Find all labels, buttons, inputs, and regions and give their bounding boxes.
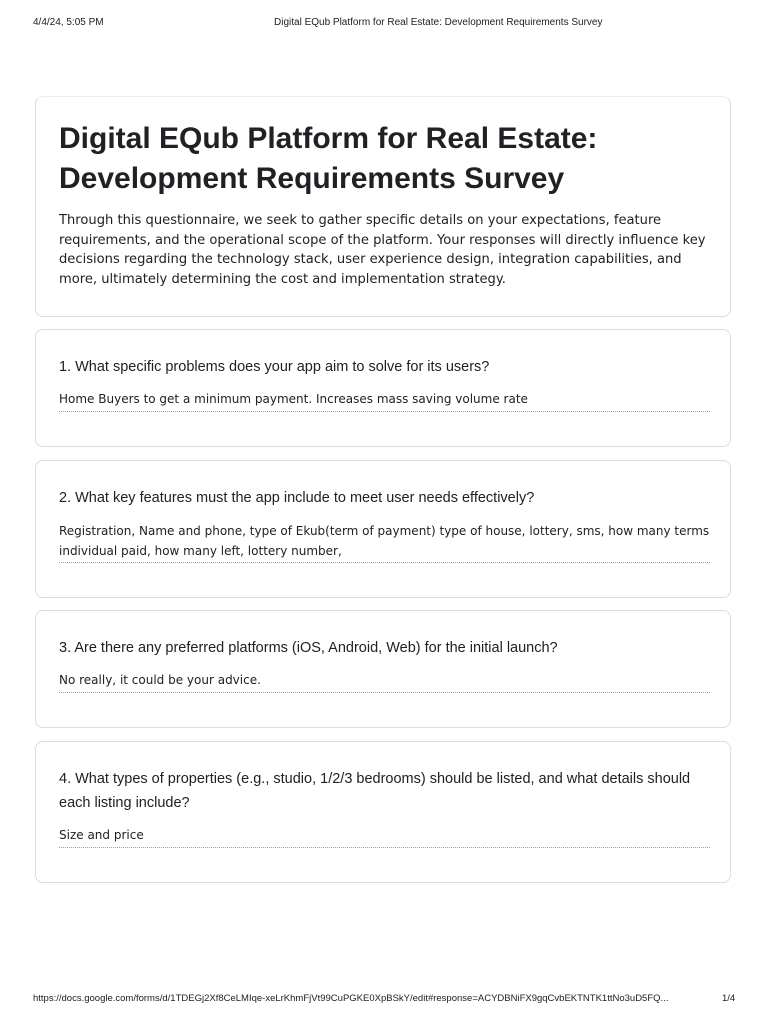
print-footer — [0, 993, 768, 1007]
print-timestamp: 4/4/24, 5:05 PM — [33, 17, 104, 28]
question-card-1 — [35, 329, 731, 447]
page-number: 1/4 — [722, 993, 736, 1004]
form-header-card — [35, 96, 731, 317]
form-description: Through this questionnaire, we seek to gather specific details on your expectations, feature requirements, and the operational scope of the platform. Your responses will directly influence key decisions regarding the technology stack, user experience design, integration capabilities, and more, ultimately determining the cost and implementation strategy. — [59, 213, 706, 287]
question-label: 4. What types of properties (e.g., studio, 1/2/3 bedrooms) should be listed, and what details should each listing include? — [59, 771, 691, 811]
answer-text: No really, it could be your advice. — [59, 671, 710, 693]
question-card-4 — [35, 741, 731, 883]
answer-text: Size and price — [59, 826, 710, 848]
print-url: https://docs.google.com/forms/d/1TDEGj2Xf8CeLMIqe-xeLrKhmFjVt99CuPGKE0XpBSkY/edit#response=ACYDBNiFX9gqCvbEKTNTK1ttNo3uD5FQ... — [33, 993, 669, 1004]
answer-text: Registration, Name and phone, type of Ekub(term of payment) type of house, lottery, sms, how many terms individual paid, how many left, lottery number, — [59, 522, 710, 563]
form-title: Digital EQub Platform for Real Estate: Development Requirements Survey — [59, 122, 598, 195]
question-card-3 — [35, 610, 731, 728]
print-header — [0, 17, 768, 31]
answer-text: Home Buyers to get a minimum payment. Increases mass saving volume rate — [59, 390, 710, 412]
question-label: 3. Are there any preferred platforms (iOS, Android, Web) for the initial launch? — [59, 640, 558, 656]
question-label: 2. What key features must the app include to meet user needs effectively? — [59, 490, 535, 506]
print-document-title: Digital EQub Platform for Real Estate: Development Requirements Survey — [274, 17, 603, 28]
question-card-2 — [35, 460, 731, 598]
question-label: 1. What specific problems does your app aim to solve for its users? — [59, 359, 490, 375]
